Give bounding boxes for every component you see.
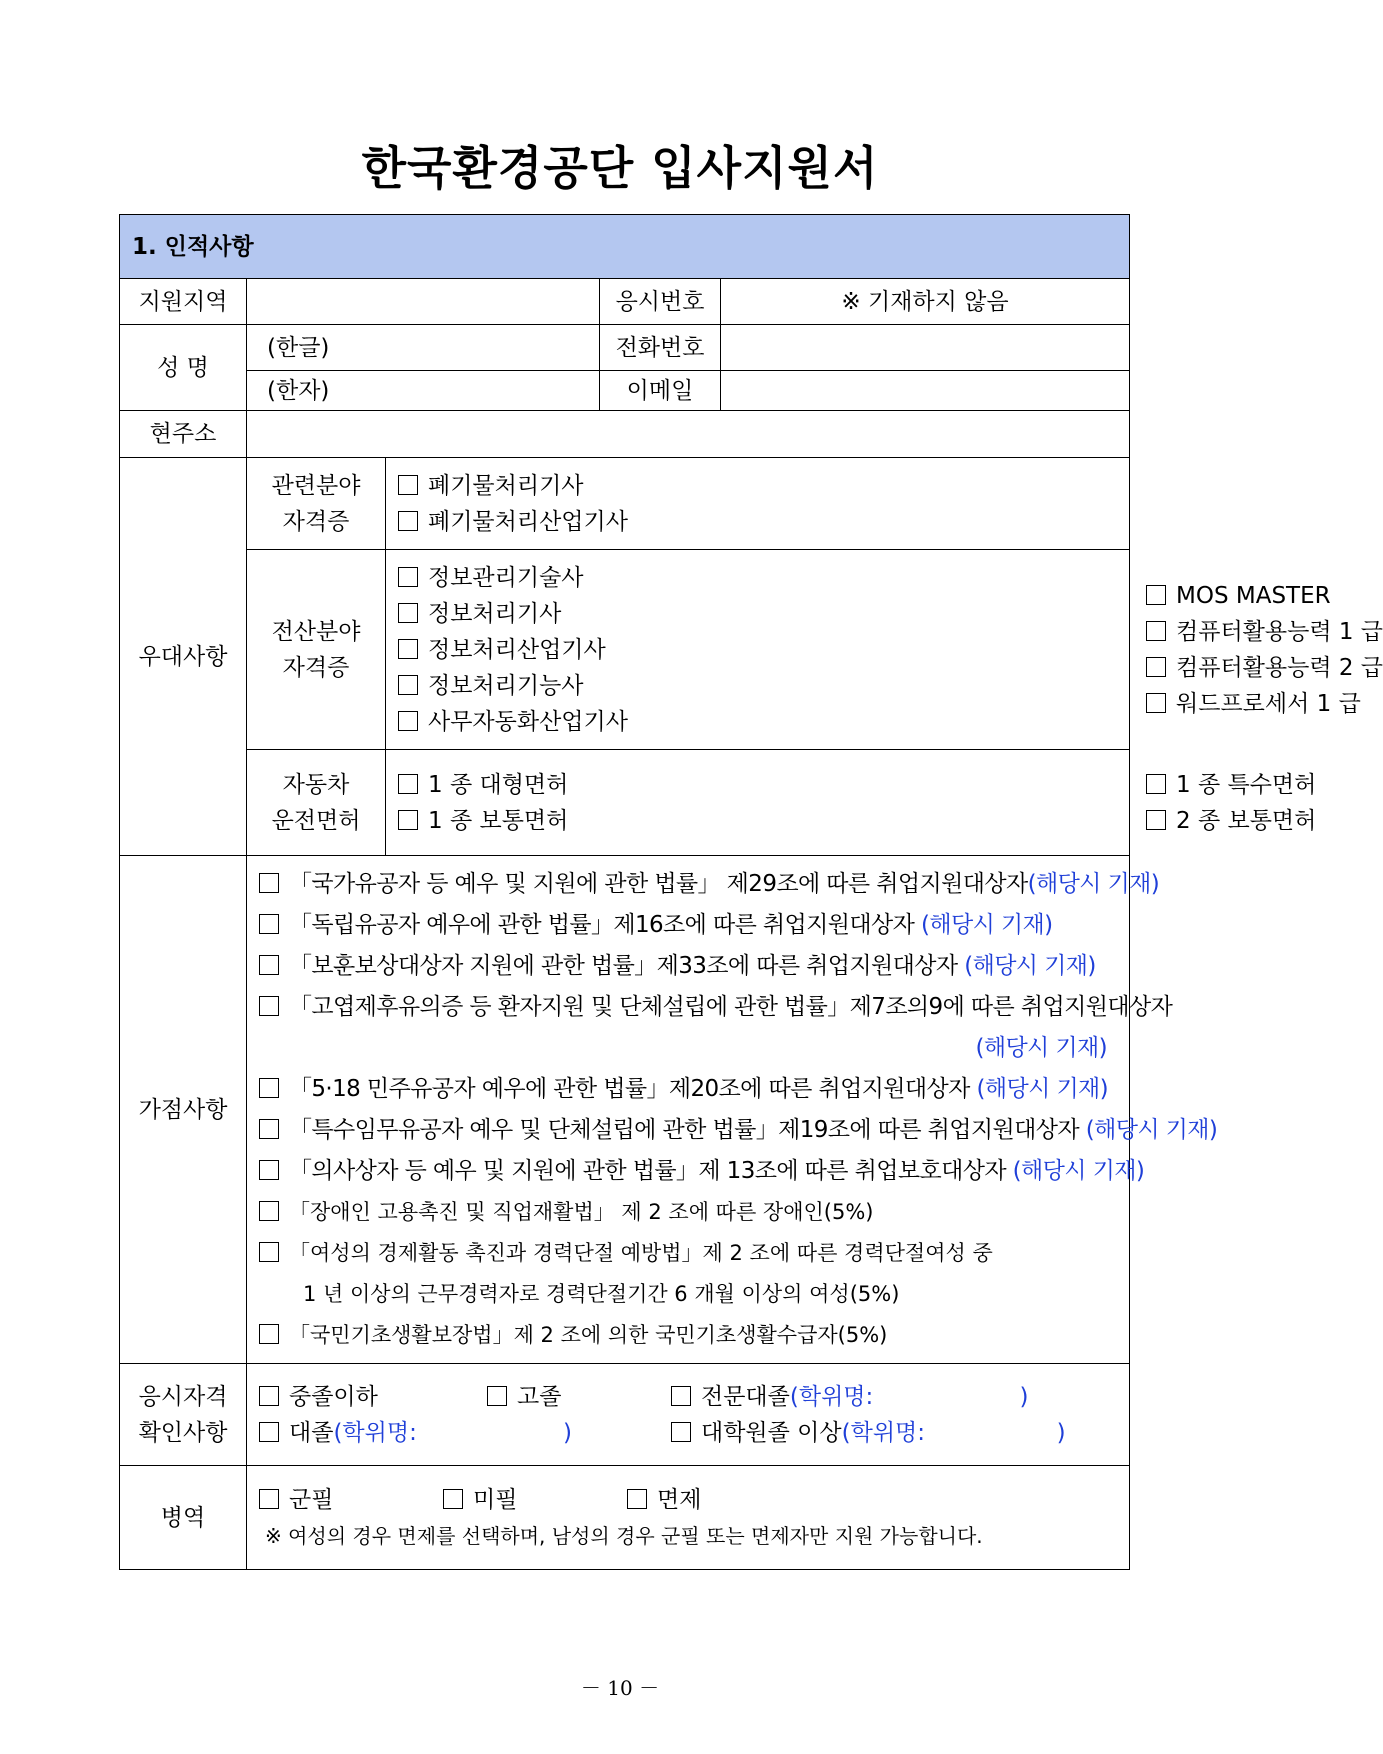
checkbox[interactable] [398,567,418,587]
military-option[interactable]: 면제 [627,1487,701,1513]
checkbox[interactable] [398,810,418,830]
bonus-option[interactable]: 「국가유공자 등 예우 및 지원에 관한 법률」 제29조에 따른 취업지원대상자(해당시 기재) [259,864,1129,905]
bonus-option[interactable]: 「국민기초생활보장법」제 2 조에 의한 국민기초생활수급자(5%) [259,1315,1129,1356]
checkbox[interactable] [1146,810,1166,830]
checkbox[interactable] [259,1386,279,1406]
checkbox[interactable] [671,1422,691,1442]
computer-cert-option[interactable]: 정보관리기술사 [398,560,1129,596]
bonus-option-continued: 1 년 이상의 근무경력자로 경력단절기간 6 개월 이상의 여성(5%) [303,1281,900,1306]
related-cert-label [247,458,386,550]
checkbox[interactable] [259,955,279,975]
checkbox[interactable] [398,711,418,731]
military-option[interactable]: 군필 [259,1482,443,1518]
military-options [247,1466,1130,1570]
checkbox[interactable] [259,914,279,934]
name-hangul-field[interactable]: (한글) [247,325,600,371]
section-header-row [120,215,1130,279]
checkbox[interactable] [1146,774,1166,794]
checkbox[interactable] [259,1119,279,1139]
military-row [120,1466,1130,1570]
exam-no-label: 응시번호 [600,279,721,325]
bonus-option[interactable]: 「특수임무유공자 예우 및 단체설립에 관한 법률」제19조에 따른 취업지원대상자 (해당시 기재) [259,1110,1129,1151]
education-label-line1: 응시자격 [138,1383,228,1410]
computer-cert-label [247,550,386,750]
related-cert-options [386,458,1130,550]
bonus-option[interactable]: 「여성의 경제활동 촉진과 경력단절 예방법」제 2 조에 따른 경력단절여성 중 [259,1233,1129,1274]
education-line1 [259,1379,1129,1415]
page-number: － 10 － [580,1676,660,1700]
driver-license-options-left [386,750,1130,856]
bonus-options [247,856,1218,1364]
related-cert-option[interactable]: 폐기물처리기사 [398,468,1129,504]
education-option[interactable]: 고졸 [487,1379,671,1415]
checkbox[interactable] [398,774,418,794]
education-options [247,1364,1130,1466]
checkbox[interactable] [443,1489,463,1509]
name-hanja-row [120,371,1130,411]
bonus-option[interactable]: 「의사상자 등 예우 및 지원에 관한 법률」제 13조에 따른 취업보호대상자 (해당시 기재) [259,1151,1129,1192]
checkbox[interactable] [627,1489,647,1509]
computer-cert-label-line2: 자격증 [282,654,350,681]
related-cert-row [120,458,1130,550]
military-option[interactable]: 미필 [443,1482,627,1518]
computer-cert-label-line1: 전산분야 [271,618,361,645]
bonus-option[interactable]: 「보훈보상대상자 지원에 관한 법률」제33조에 따른 취업지원대상자 (해당시 기재) [259,946,1129,987]
checkbox[interactable] [259,996,279,1016]
email-label: 이메일 [600,371,721,411]
checkbox[interactable] [398,475,418,495]
checkbox[interactable] [259,1324,279,1344]
education-option[interactable]: 대학원졸 이상(학위명: ) [671,1420,1066,1446]
name-hanja-field[interactable]: (한자) [247,371,600,411]
bonus-label: 가점사항 [120,856,247,1364]
driver-license-option[interactable]: 1 종 보통면허 [398,803,1129,839]
bonus-option[interactable]: 「독립유공자 예우에 관한 법률」제16조에 따른 취업지원대상자 (해당시 기재) [259,905,1129,946]
bonus-option[interactable]: 「5·18 민주유공자 예우에 관한 법률」제20조에 따른 취업지원대상자 (해당시 기재) [259,1069,1129,1110]
checkbox[interactable] [1146,585,1166,605]
checkbox[interactable] [259,873,279,893]
computer-cert-row: 전산분야 자격증 정보관리기술사 정보처리기사 정보처리산업기사 정보처리기능사 사무자동화산업기사 MOS MASTER 컴퓨터활용능력 1 급 컴퓨터활용능력 2 급 워드프로세서 1 급 [120,550,1130,750]
region-field[interactable] [247,279,600,325]
checkbox[interactable] [259,1489,279,1509]
address-label: 현주소 [120,411,247,458]
checkbox[interactable] [1146,657,1166,677]
checkbox[interactable] [398,675,418,695]
related-cert-option[interactable]: 폐기물처리산업기사 [398,504,1129,540]
military-options-line [259,1482,1129,1518]
related-cert-label-line1: 관련분야 [271,472,361,499]
preference-label: 우대사항 [120,458,247,856]
bonus-row [120,856,1130,1364]
email-field[interactable] [721,371,1130,411]
phone-field[interactable] [721,325,1130,371]
name-label: 성 명 [120,325,247,411]
checkbox[interactable] [259,1078,279,1098]
education-option[interactable]: 대졸(학위명: ) [259,1415,671,1451]
address-field[interactable] [247,411,1130,458]
checkbox[interactable] [259,1160,279,1180]
driver-license-label [247,750,386,856]
education-line2 [259,1415,1129,1451]
bonus-option-note: (해당시 기재) [975,1034,1108,1061]
bonus-option[interactable]: 「장애인 고용촉진 및 직업재활법」 제 2 조에 따른 장애인(5%) [259,1192,1129,1233]
bonus-option[interactable]: 「고엽제후유의증 등 환자지원 및 단체설립에 관한 법률」제7조의9에 따른 취업지원대상자 [259,987,1129,1028]
military-note: ※ 여성의 경우 면제를 선택하며, 남성의 경우 군필 또는 면제자만 지원 가능합니다. [265,1523,983,1548]
computer-cert-option[interactable]: 정보처리산업기사 [398,632,1129,668]
section-header: 1. 인적사항 [120,215,1130,279]
computer-cert-options-left [386,550,1130,750]
computer-cert-option[interactable]: 사무자동화산업기사 [398,704,1129,740]
education-option[interactable]: 중졸이하 [259,1379,487,1415]
checkbox[interactable] [671,1386,691,1406]
exam-no-note: ※ 기재하지 않음 [721,279,1130,325]
related-cert-label-line2: 자격증 [282,508,350,535]
education-label [120,1364,247,1466]
driver-license-row: 자동차 운전면허 1 종 대형면허 1 종 보통면허 1 종 특수면허 2 종 보통면허 [120,750,1130,856]
driver-license-label-line1: 자동차 [282,771,350,798]
region-label: 지원지역 [120,279,247,325]
checkbox[interactable] [259,1422,279,1442]
phone-label: 전화번호 [600,325,721,371]
education-label-line2: 확인사항 [138,1419,228,1446]
checkbox[interactable] [1146,621,1166,641]
checkbox[interactable] [259,1242,279,1262]
checkbox[interactable] [487,1386,507,1406]
checkbox[interactable] [259,1201,279,1221]
driver-license-option[interactable]: 1 종 대형면허 [398,767,1129,803]
computer-cert-option[interactable]: 정보처리기사 [398,596,1129,632]
name-hangul-row [120,325,1130,371]
education-option[interactable]: 전문대졸(학위명: ) [671,1384,1028,1410]
military-label: 병역 [120,1466,247,1570]
checkbox[interactable] [398,639,418,659]
checkbox[interactable] [1146,693,1166,713]
education-row [120,1364,1130,1466]
checkbox[interactable] [398,511,418,531]
checkbox[interactable] [398,603,418,623]
driver-license-label-line2: 운전면허 [271,807,361,834]
region-row [120,279,1130,325]
application-form-table [119,214,1383,1570]
computer-cert-option[interactable]: 정보처리기능사 [398,668,1129,704]
address-row [120,411,1130,458]
page-title: 한국환경공단 입사지원서 [361,141,879,195]
